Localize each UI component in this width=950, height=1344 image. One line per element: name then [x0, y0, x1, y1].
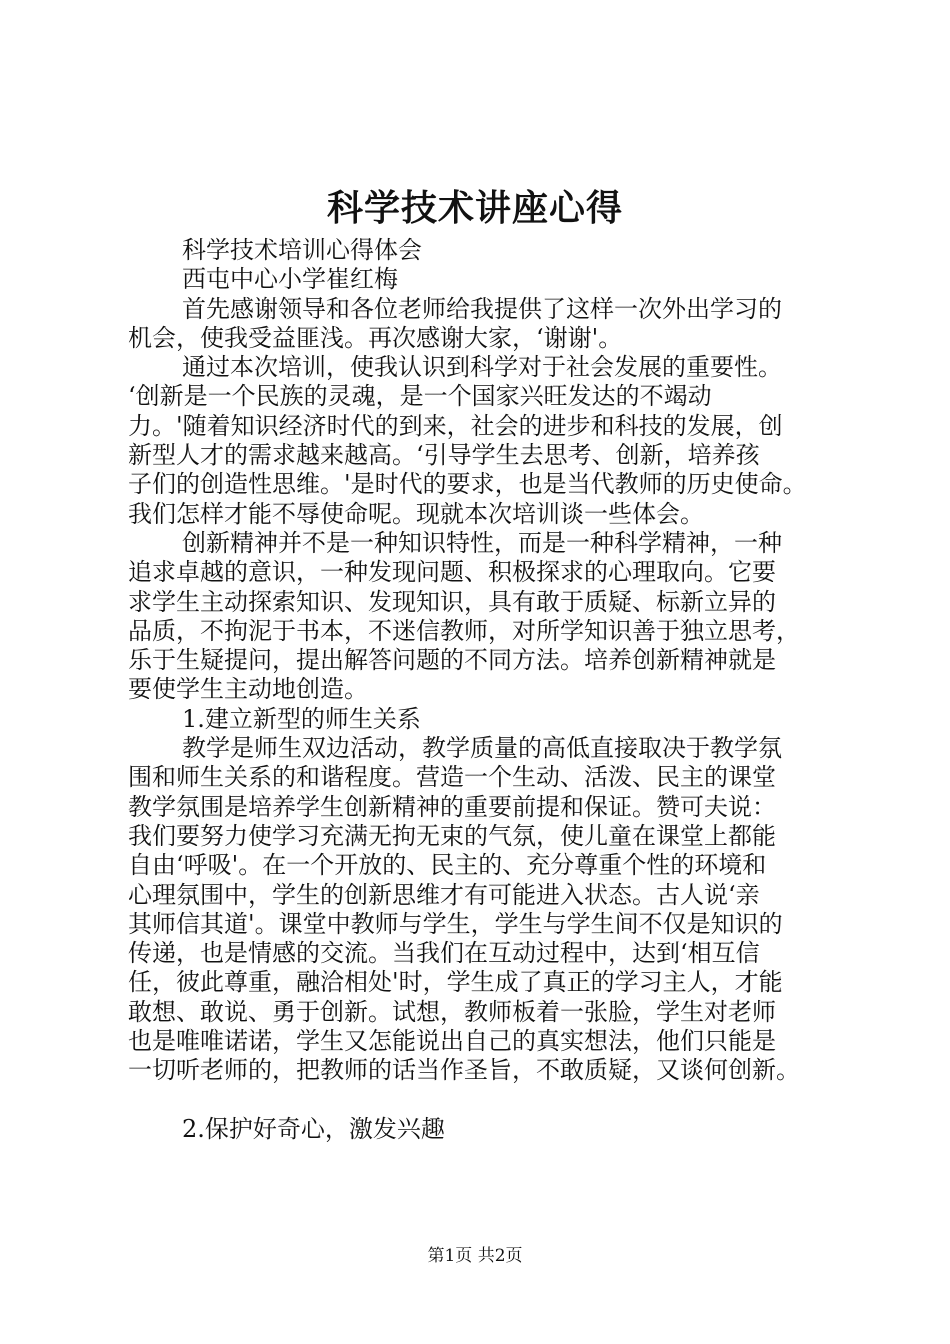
paragraph-line: 心理氛围中，学生的创新思维才有可能进入状态。古人说‘亲: [128, 880, 760, 909]
document-body: [128, 236, 834, 1144]
paragraph-line: 自由‘呼吸'。在一个开放的、民主的、充分尊重个性的环境和: [128, 851, 767, 880]
paragraph-line: 要使学生主动地创造。: [128, 675, 368, 704]
spacer: [128, 1086, 834, 1115]
paragraph-line: 传递，也是情感的交流。当我们在互动过程中，达到‘相互信: [128, 939, 760, 968]
paragraph-line: 品质，不拘泥于书本，不迷信教师，对所学知识善于独立思考，: [128, 616, 800, 645]
paragraph-line: 围和师生关系的和谐程度。营造一个生动、活泼、民主的课堂: [128, 763, 776, 792]
paragraph-line: 科学技术培训心得体会: [182, 236, 422, 264]
paragraph-line: 子们的创造性思维。'是时代的要求，也是当代教师的历史使命。: [128, 470, 807, 499]
paragraph-line: 也是唯唯诺诺，学生又怎能说出自己的真实想法，他们只能是: [128, 1027, 776, 1056]
paragraph-line: 追求卓越的意识，一种发现问题、积极探求的心理取向。它要: [128, 558, 776, 587]
paragraph-line: 敢想、敢说、勇于创新。试想，教师板着一张脸，学生对老师: [128, 997, 776, 1026]
paragraph-line: 西屯中心小学崔红梅: [182, 265, 398, 294]
paragraph-line: 1.建立新型的师生关系: [182, 704, 421, 733]
paragraph-line: 其师信其道'。课堂中教师与学生，学生与学生间不仅是知识的: [128, 909, 783, 938]
paragraph-line: 我们要努力使学习充满无拘无束的气氛，使儿童在课堂上都能: [128, 821, 776, 850]
paragraph-line: 力。'随着知识经济时代的到来，社会的进步和科技的发展，创: [128, 411, 783, 440]
paragraph-line: 新型人才的需求越来越高。‘引导学生去思考、创新，培养孩: [128, 441, 760, 470]
section-heading: 2.保护好奇心，激发兴趣: [182, 1114, 445, 1143]
paragraph-line: 任，彼此尊重，融洽相处'时，学生成了真正的学习主人，才能: [128, 968, 783, 997]
paragraph-line: 通过本次培训，使我认识到科学对于社会发展的重要性。: [182, 353, 782, 382]
paragraph-line: 求学生主动探索知识、发现知识，具有敢于质疑、标新立异的: [128, 587, 776, 616]
paragraph-line: 首先感谢领导和各位老师给我提供了这样一次外出学习的: [182, 294, 782, 323]
paragraph-line: 机会，使我受益匪浅。再次感谢大家，‘谢谢'。: [128, 323, 623, 352]
paragraph-line: 我们怎样才能不辱使命呢。现就本次培训谈一些体会。: [128, 499, 704, 528]
paragraph-line: 教学是师生双边活动，教学质量的高低直接取决于教学氛: [182, 734, 782, 763]
paragraph-line: ‘创新是一个民族的灵魂，是一个国家兴旺发达的不竭动: [128, 382, 712, 411]
paragraph-line: 创新精神并不是一种知识特性，而是一种科学精神，一种: [182, 528, 782, 557]
paragraph-line: 乐于生疑提问，提出解答问题的不同方法。培养创新精神就是: [128, 646, 776, 675]
document-title: 科学技术讲座心得: [326, 187, 623, 229]
paragraph-line: 一切听老师的，把教师的话当作圣旨，不敢质疑，又谈何创新。: [128, 1056, 800, 1085]
page-footer: 第1页 共2页: [427, 1246, 523, 1266]
paragraph-line: 教学氛围是培养学生创新精神的重要前提和保证。赞可夫说：: [128, 792, 776, 821]
